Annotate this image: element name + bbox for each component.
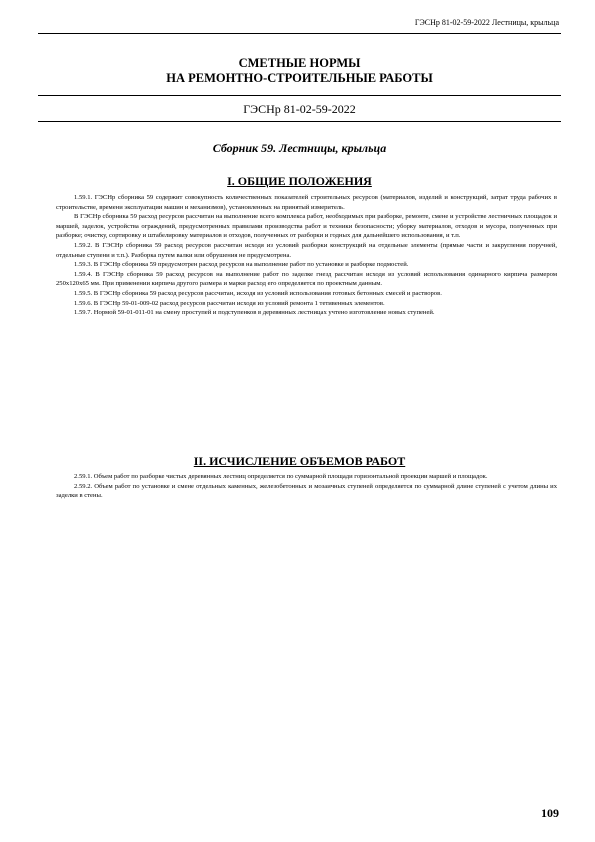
paragraph: В ГЭСНр сборника 59 расход ресурсов рассчитан на выполнение всего комплекса работ, необходимых при разборке, ремонте, смене и устройстве лестничных площадок и маршей, заделок, устройства ограждений, предусмотренных правилами производства работ и техники безопасности; уборку материалов, отходов и мусора, полученных при разборке; очистку, сортировку и штабелировку материалов и отходов, полученных от разборки и годных для дальнейшего использования, и т.п. xyxy=(56,213,557,240)
paragraph: 1.59.5. В ГЭСНр сборника 59 расход ресурсов рассчитан, исходя из условий использования готовых бетонных смесей и растворов. xyxy=(74,289,442,297)
document-code: ГЭСНр 81-02-59-2022 xyxy=(243,102,356,116)
paragraph: 1.59.2. В ГЭСНр сборника 59 расход ресурсов рассчитан исходя из условий разборки конструкций на отдельные элементы (прямые части и закругления поручней, отдельные ступени и т.п.). Разборка путем валки или обрушения не предусмотрена. xyxy=(56,241,557,259)
paragraph: 2.59.2. Объем работ по установке и смене отдельных каменных, железобетонных и мозаичных ступеней определяется по суммарной длине ступеней с учетом длины их заделки в стены. xyxy=(56,482,557,500)
collection-title: Сборник 59. Лестницы, крыльца xyxy=(212,141,387,155)
paragraph: 2.59.1. Объем работ по разборке чистых деревянных лестниц определяется по суммарной площади горизонтальной проекции маршей и площадок. xyxy=(74,473,488,480)
paragraph: 1.59.6. В ГЭСНр 59-01-009-02 расход ресурсов рассчитан исходя из условий ремонта 1 тетивенных элементов. xyxy=(74,299,385,307)
document-title-line-1: СМЕТНЫЕ НОРМЫ xyxy=(238,56,361,70)
section-2-body xyxy=(56,472,557,501)
title-divider-bottom xyxy=(38,121,561,122)
paragraph: 1.59.3. В ГЭСНр сборника 59 предусмотрен расход ресурсов на выполнение работ по установке и разборке подмостей. xyxy=(74,261,409,269)
title-divider-top xyxy=(38,95,561,96)
section-1-heading: I. ОБЩИЕ ПОЛОЖЕНИЯ xyxy=(227,174,372,188)
section-2-heading: II. ИСЧИСЛЕНИЕ ОБЪЕМОВ РАБОТ xyxy=(193,454,406,468)
paragraph: 1.59.1. ГЭСНр сборника 59 содержит совокупность количественных показателей строительных ресурсов (материалов, изделий и конструкций, затрат труда рабочих в строительстве, времени эксплуатации машин и механизмов), установленных на принятый измеритель. xyxy=(56,194,557,211)
paragraph: 1.59.4. В ГЭСНр сборника 59 расход ресурсов на выполнение работ по заделке гнезд рассчитан исходя из условий использования одинарного кирпича размером 250х120х65 мм. При применении кирпича другого размера и марки расход его определяется по проектным данным. xyxy=(56,270,557,288)
header-divider xyxy=(38,33,561,34)
paragraph: 1.59.7. Нормой 59-01-011-01 на смену проступей и подступенков в деревянных лестницах учтено изготовление новых ступеней. xyxy=(74,309,435,317)
document-title-line-2: НА РЕМОНТНО-СТРОИТЕЛЬНЫЕ РАБОТЫ xyxy=(166,71,433,85)
page-number: 109 xyxy=(541,806,559,820)
section-1-body xyxy=(56,193,557,318)
running-header: ГЭСНр 81-02-59-2022 Лестницы, крыльца xyxy=(414,18,559,27)
document-title xyxy=(38,56,561,86)
